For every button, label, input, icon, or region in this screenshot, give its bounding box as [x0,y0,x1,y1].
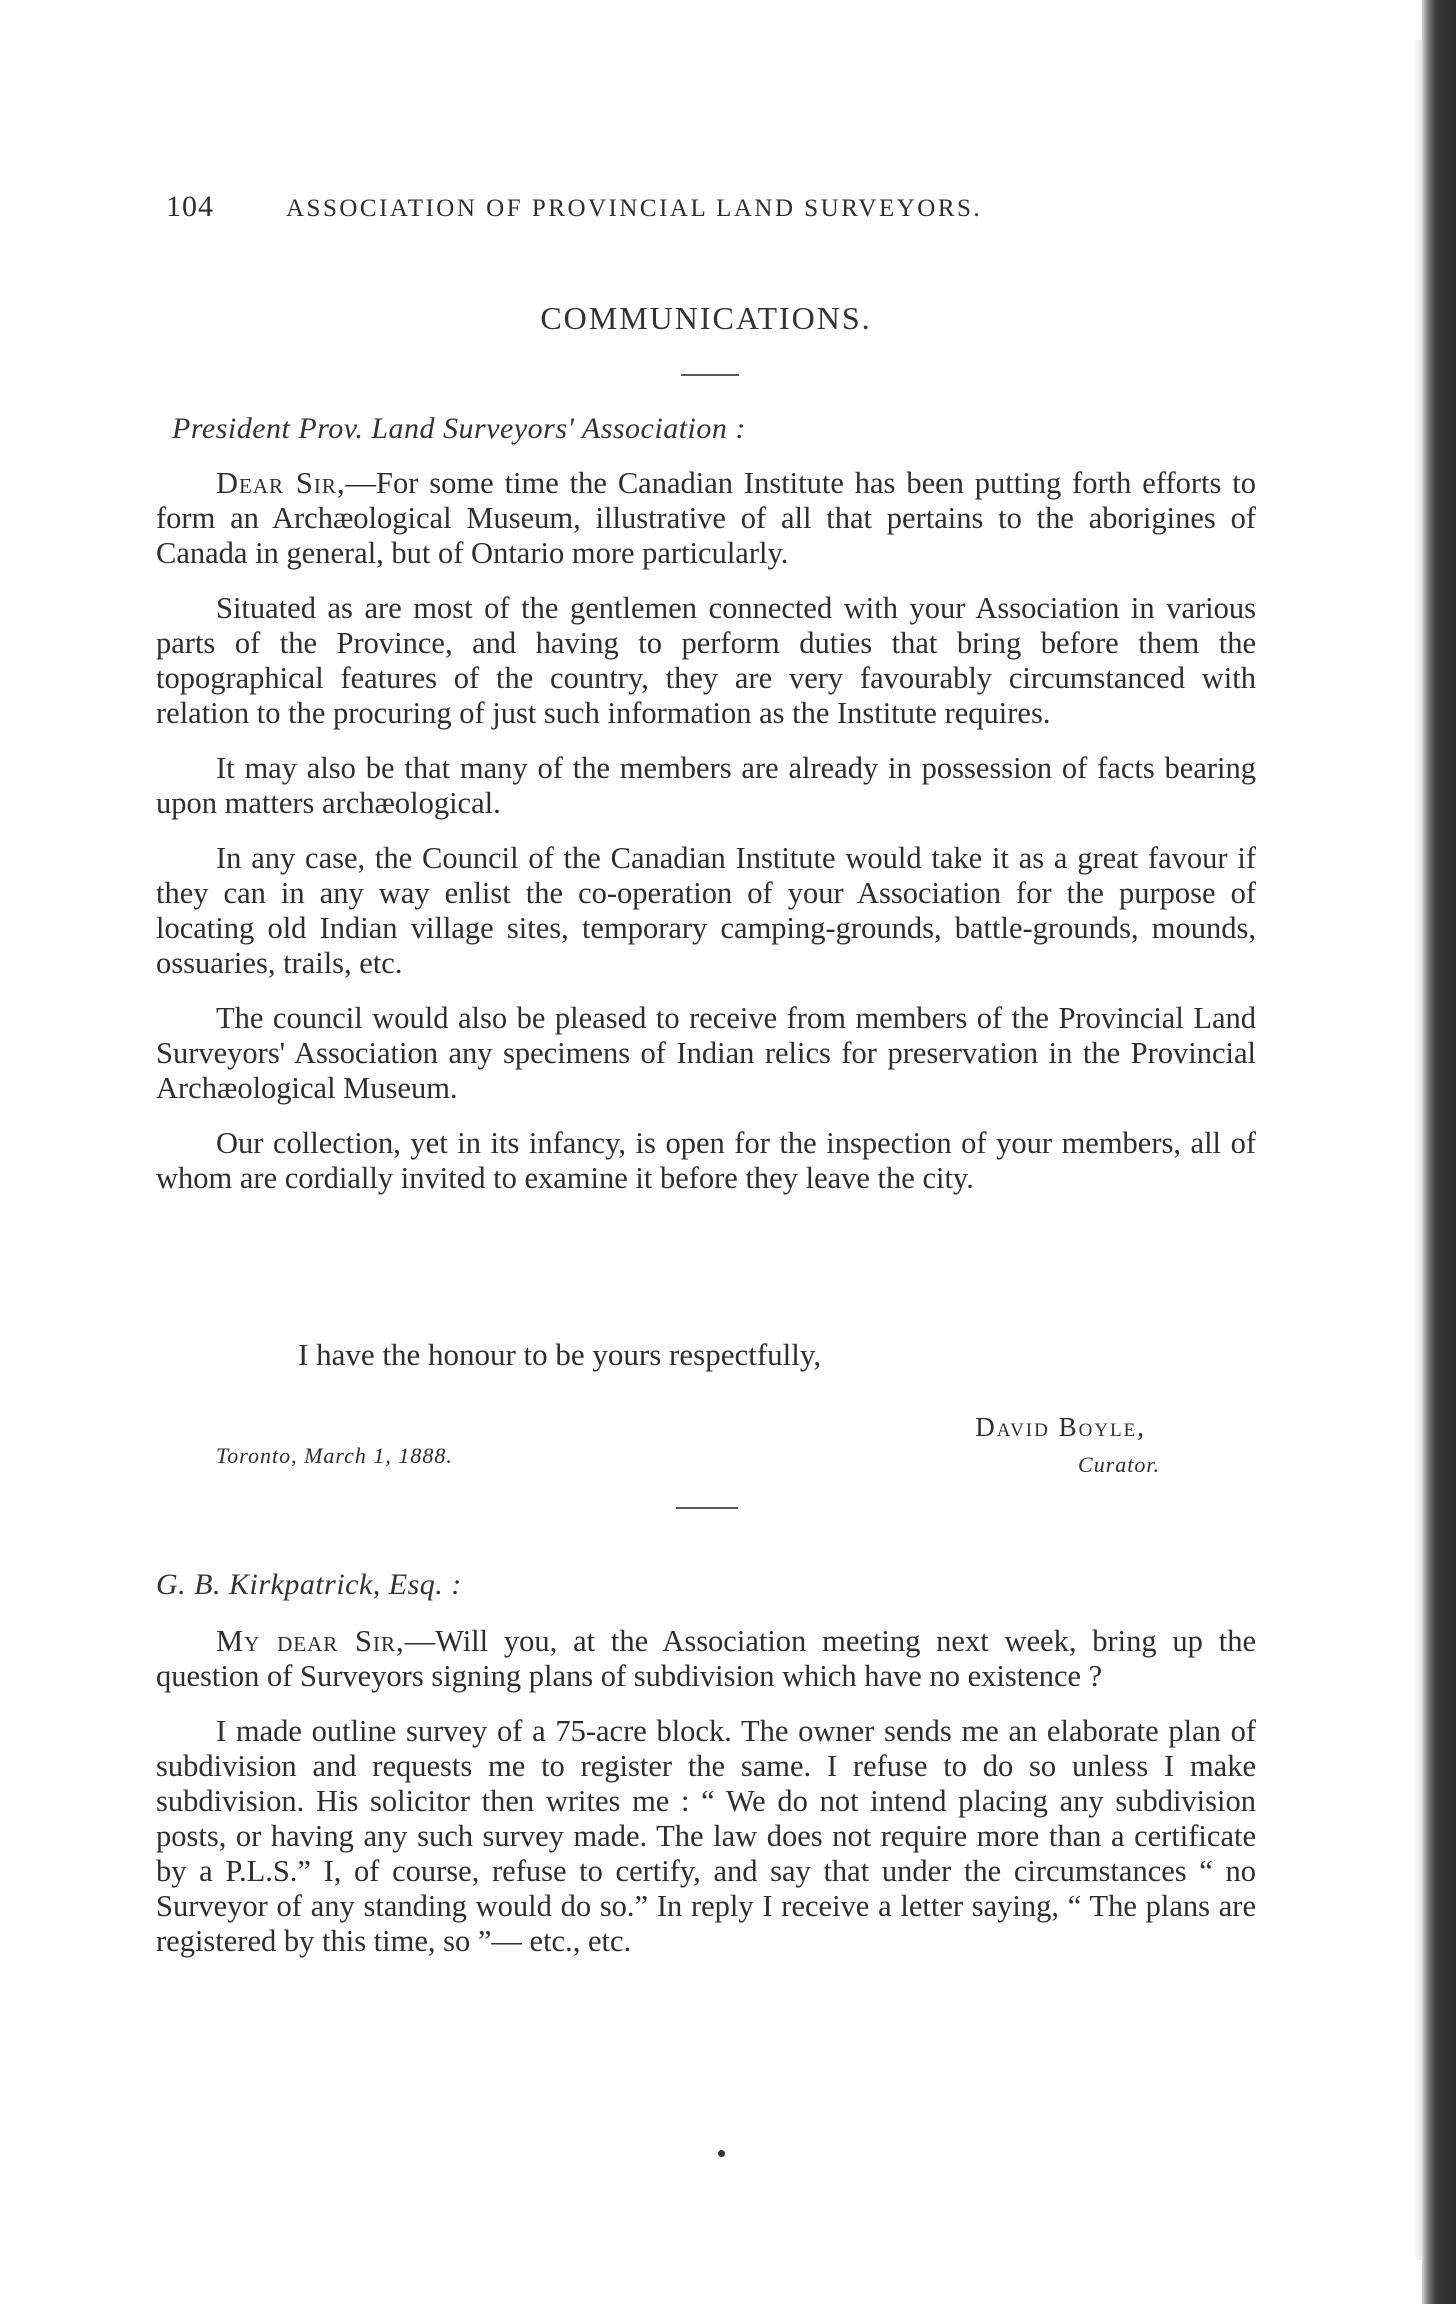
letter2-paragraph [156,1624,1256,1694]
letter1-paragraph: In any case, the Council of the Canadian Institute would take it as a great favour if they can in any way enlist the co-operation of your Association for the purpose of locating old Indian village sites, temporary camping-grounds, battle-grounds, mounds, ossuaries, trails, etc. [156,841,1256,980]
running-title: ASSOCIATION OF PROVINCIAL LAND SURVEYORS. [286,195,983,222]
letter1-opening: Dear Sir, [216,466,346,500]
page-edge-shadow [1414,40,1422,2260]
letter1-paragraph: Our collection, yet in its infancy, is open for the inspection of your members, all of whom are cordially invited to examine it before they leave the city. [156,1126,1256,1195]
letter1-salutation: President Prov. Land Surveyors' Association : [172,412,746,445]
letter1-paragraph: It may also be that many of the members are already in possession of facts bearing upon matters archæological. [156,751,1256,820]
letter1-closing: I have the honour to be yours respectfully, [298,1337,822,1372]
letter2-salutation: G. B. Kirkpatrick, Esq. : [156,1568,462,1601]
page-number: 104 [166,190,214,223]
binding-strip [1422,0,1456,2304]
signature-name: David Boyle, [975,1412,1146,1442]
letter1-body [156,466,1256,1216]
printer-mark-dot [718,2150,725,2157]
letter2-paragraph-text: —Will you, at the Association meeting next week, bring up the question of Surveyors signing plans of subdivision which have no existence ? [156,1624,1256,1693]
letter1-paragraph: Situated as are most of the gentlemen connected with your Association in various parts of the Province, and having to perform duties that bring before them the topographical features of the country, they are very favourably circumstanced with relation to the procuring of just such information as the Institute requires. [156,591,1256,730]
divider-rule [676,1507,738,1509]
place-date: Toronto, March 1, 1888. [216,1443,453,1468]
section-title: COMMUNICATIONS. [540,300,872,336]
letter1-paragraph-text: —For some time the Canadian Institute has been putting forth efforts to form an Archæological Museum, illustrative of all that pertains to the aborigines of Canada in general, but of Ontario more particularly. [156,466,1256,570]
letter2-body [156,1624,1256,1979]
running-header [166,190,1176,224]
letter1-paragraph: The council would also be pleased to receive from members of the Provincial Land Surveyors' Association any specimens of Indian relics for preservation in the Provincial Archæological Museum. [156,1001,1256,1105]
letter2-opening: My dear Sir, [216,1624,405,1658]
letter1-paragraph [156,466,1256,571]
letter2-paragraph: I made outline survey of a 75-acre block. The owner sends me an elaborate plan of subdivision and requests me to register the same. I refuse to do so unless I make subdivision. His solicitor then writes me : “ We do not intend placing any subdivision posts, or having any such survey made. The law does not require more than a certificate by a P.L.S.” I, of course, refuse to certify, and say that under the circumstances “ no Surveyor of any standing would do so.” In reply I receive a letter saying, “ The plans are registered by this time, so ”— etc., etc. [156,1714,1256,1958]
signature-role: Curator. [1078,1452,1160,1477]
divider-rule [681,374,739,376]
document-page [156,0,1256,2304]
